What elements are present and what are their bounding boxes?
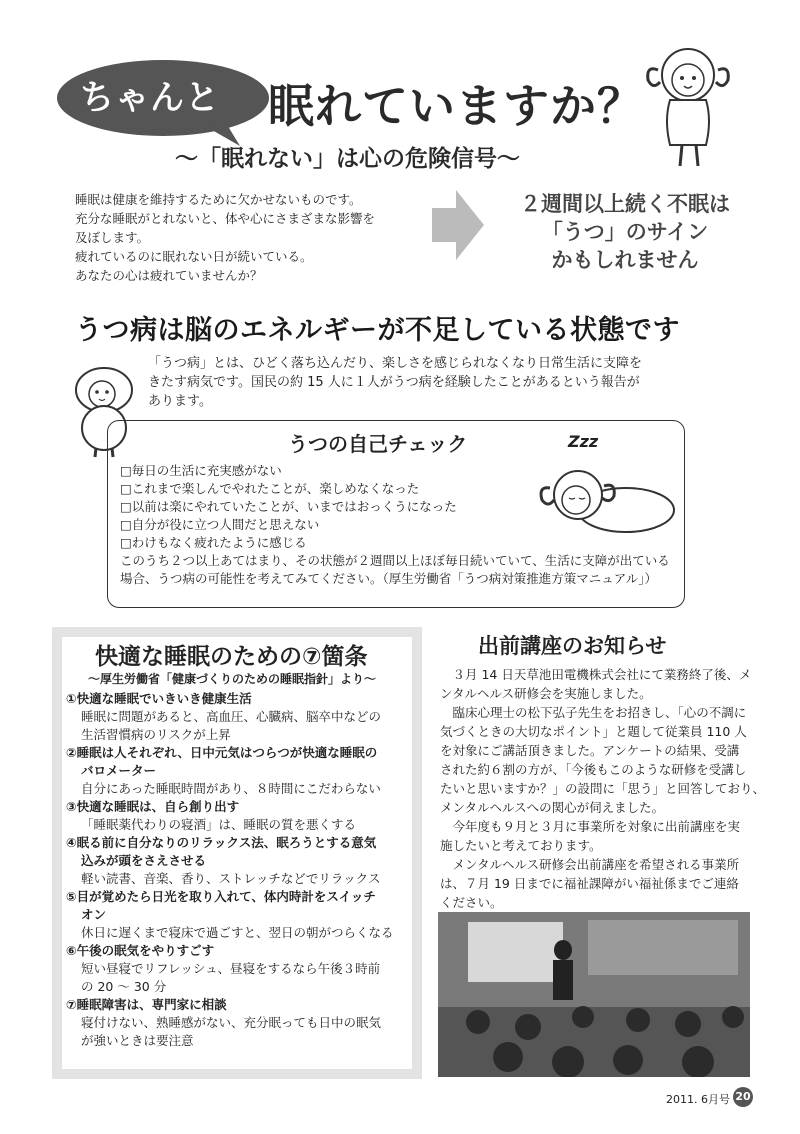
intro-line: 疲れているのに眠れない日が続いている。 [75,249,313,264]
section-title: うつ病は脳のエネルギーが不足している状態です [75,315,680,346]
seminar-photo [438,912,750,1077]
self-check-list [120,462,457,552]
check-item: □これまで楽しんでやれたことが、楽しめなくなった [120,481,420,496]
news-line: 施したいと考えております。 [440,838,602,853]
tip-body: の 20 ～ 30 分 [81,979,167,994]
description-line: きたす病気です。国民の約 15 人に１人がうつ病を経験したことがあるという報告が [148,375,640,390]
news-line: を対象にご講話頂きました。アンケートの結果、受講 [440,743,740,758]
tip-heading: ⑦睡眠障害は、専門家に相談 [66,997,227,1012]
self-check-title: うつの自己チェック [288,432,468,456]
description [148,354,642,411]
tip-heading: ⑥午後の眠気をやりすごす [66,943,215,958]
news-line: 今年度も９月と３月に事業所を対象に出前講座を実 [440,819,741,834]
tips-list [66,690,411,1050]
check-item: □毎日の生活に充実感がない [120,463,282,478]
intro-line: あなたの心は疲れていませんか？ [75,268,263,283]
news-line: ３月 14 日天草池田電機株式会社にて業務終了後、メ [440,667,752,682]
description-line: 「うつ病」とは、ひどく落ち込んだり、楽しさを感じられなくなり日常生活に支障を [148,356,643,371]
page-title: 眠れていますか？ [268,79,644,133]
news-line: メンタルヘルス研修会出前講座を希望される事業所 [440,857,740,872]
check-item: □自分が役に立つ人間だと思えない [120,517,320,532]
tips-subtitle: ～厚生労働省「健康づくりのための睡眠指針」より～ [88,672,377,686]
news-title: 出前講座のお知らせ [478,634,667,658]
intro-line: 充分な睡眠がとれないと、体や心にさまざまな影響を [75,211,376,226]
news-line: ンタルヘルス研修会を実施しました。 [440,686,652,701]
news-line: された約６割の方が、「今後もこのような研修を受講し [440,762,747,777]
warning-box [500,190,750,274]
news-body [440,665,766,912]
tip-heading: ④眠る前に自分なりのリラックス法、眠ろうとする意気 [66,835,377,850]
issue-label: 2011. 6月号 [666,1093,730,1106]
tip-heading: ①快適な睡眠でいきいき健康生活 [66,691,252,706]
news-line: メンタルヘルスへの関心が伺えました。 [440,800,665,815]
tip-body: 短い昼寝でリフレッシュ、昼寝をするなら午後３時前 [81,961,381,976]
intro-line: 及ぼします。 [75,230,150,245]
sleep-zzz: Zzz [568,432,599,451]
news-line: ください。 [440,895,503,910]
page-subtitle: ～「眠れない」は心の危険信号～ [175,146,520,172]
news-line: たいと思いますか？」の設問に「思う」と回答しており、 [440,781,766,796]
warning-line: かもしれません [551,248,699,272]
news-line: は、７月 19 日までに福祉課障がい福祉係までご連絡 [440,876,739,891]
tip-body: が強いときは要注意 [81,1033,194,1048]
news-line: 臨床心理士の松下弘子先生をお招きし、「心の不調に [440,705,747,720]
sheep-mascot-icon [640,40,740,170]
intro-text [75,190,375,285]
arrow-right-icon [432,190,484,260]
tip-heading: 込みが頭をさえさせる [81,853,207,868]
page-number: 20 [733,1087,753,1107]
warning-line: ２週間以上続く不眠は [520,192,730,216]
tip-body: 自分にあった睡眠時間があり、８時間にこだわらない [81,781,381,796]
tip-body: 睡眠に問題があると、高血圧、心臓病、脳卒中などの [81,709,382,724]
self-check-note: このうち２つ以上あてはまり、その状態が２週間以上ほぼ毎日続いていて、生活に支障が出ている場合、うつ病の可能性を考えてみてください。（厚生労働省「うつ病対策推進方策マニュアル」） [120,553,670,586]
description-line: あります。 [148,394,212,409]
tip-body: 休日に遅くまで寝床で過ごすと、翌日の朝がつらくなる [81,925,394,940]
tip-body: 寝付けない、熟睡感がない、充分眠っても日中の眠気 [81,1015,382,1030]
check-item: □わけもなく疲れたように感じる [120,535,307,550]
tip-body: 「睡眠薬代わりの寝酒」は、睡眠の質を悪くする [81,817,357,832]
tip-heading: ⑤目が覚めたら日光を取り入れて、体内時計をスイッチ [66,889,376,904]
sleeping-sheep-icon [536,450,676,540]
bubble-text: ちゃんと [80,78,220,118]
tips-title: 快適な睡眠のための⑦箇条 [95,644,368,670]
news-line: 気づくときの大切なポイント」と題して従業員 110 人 [440,724,747,739]
check-item: □以前は楽にやれていたことが、いまではおっくうになった [120,499,457,514]
tip-heading: バロメーター [81,763,157,778]
tip-body: 軽い読書、音楽、香り、ストレッチなどでリラックス [81,871,381,886]
tip-heading: オン [81,907,107,922]
tip-body: 生活習慣病のリスクが上昇 [81,727,231,742]
warning-line: 「うつ」のサイン [541,220,709,244]
intro-line: 睡眠は健康を維持するために欠かせないものです。 [75,192,362,207]
tip-heading: ③快適な睡眠は、自ら創り出す [66,799,240,814]
tip-heading: ②睡眠は人それぞれ、日中元気はつらつが快適な睡眠の [66,745,378,760]
